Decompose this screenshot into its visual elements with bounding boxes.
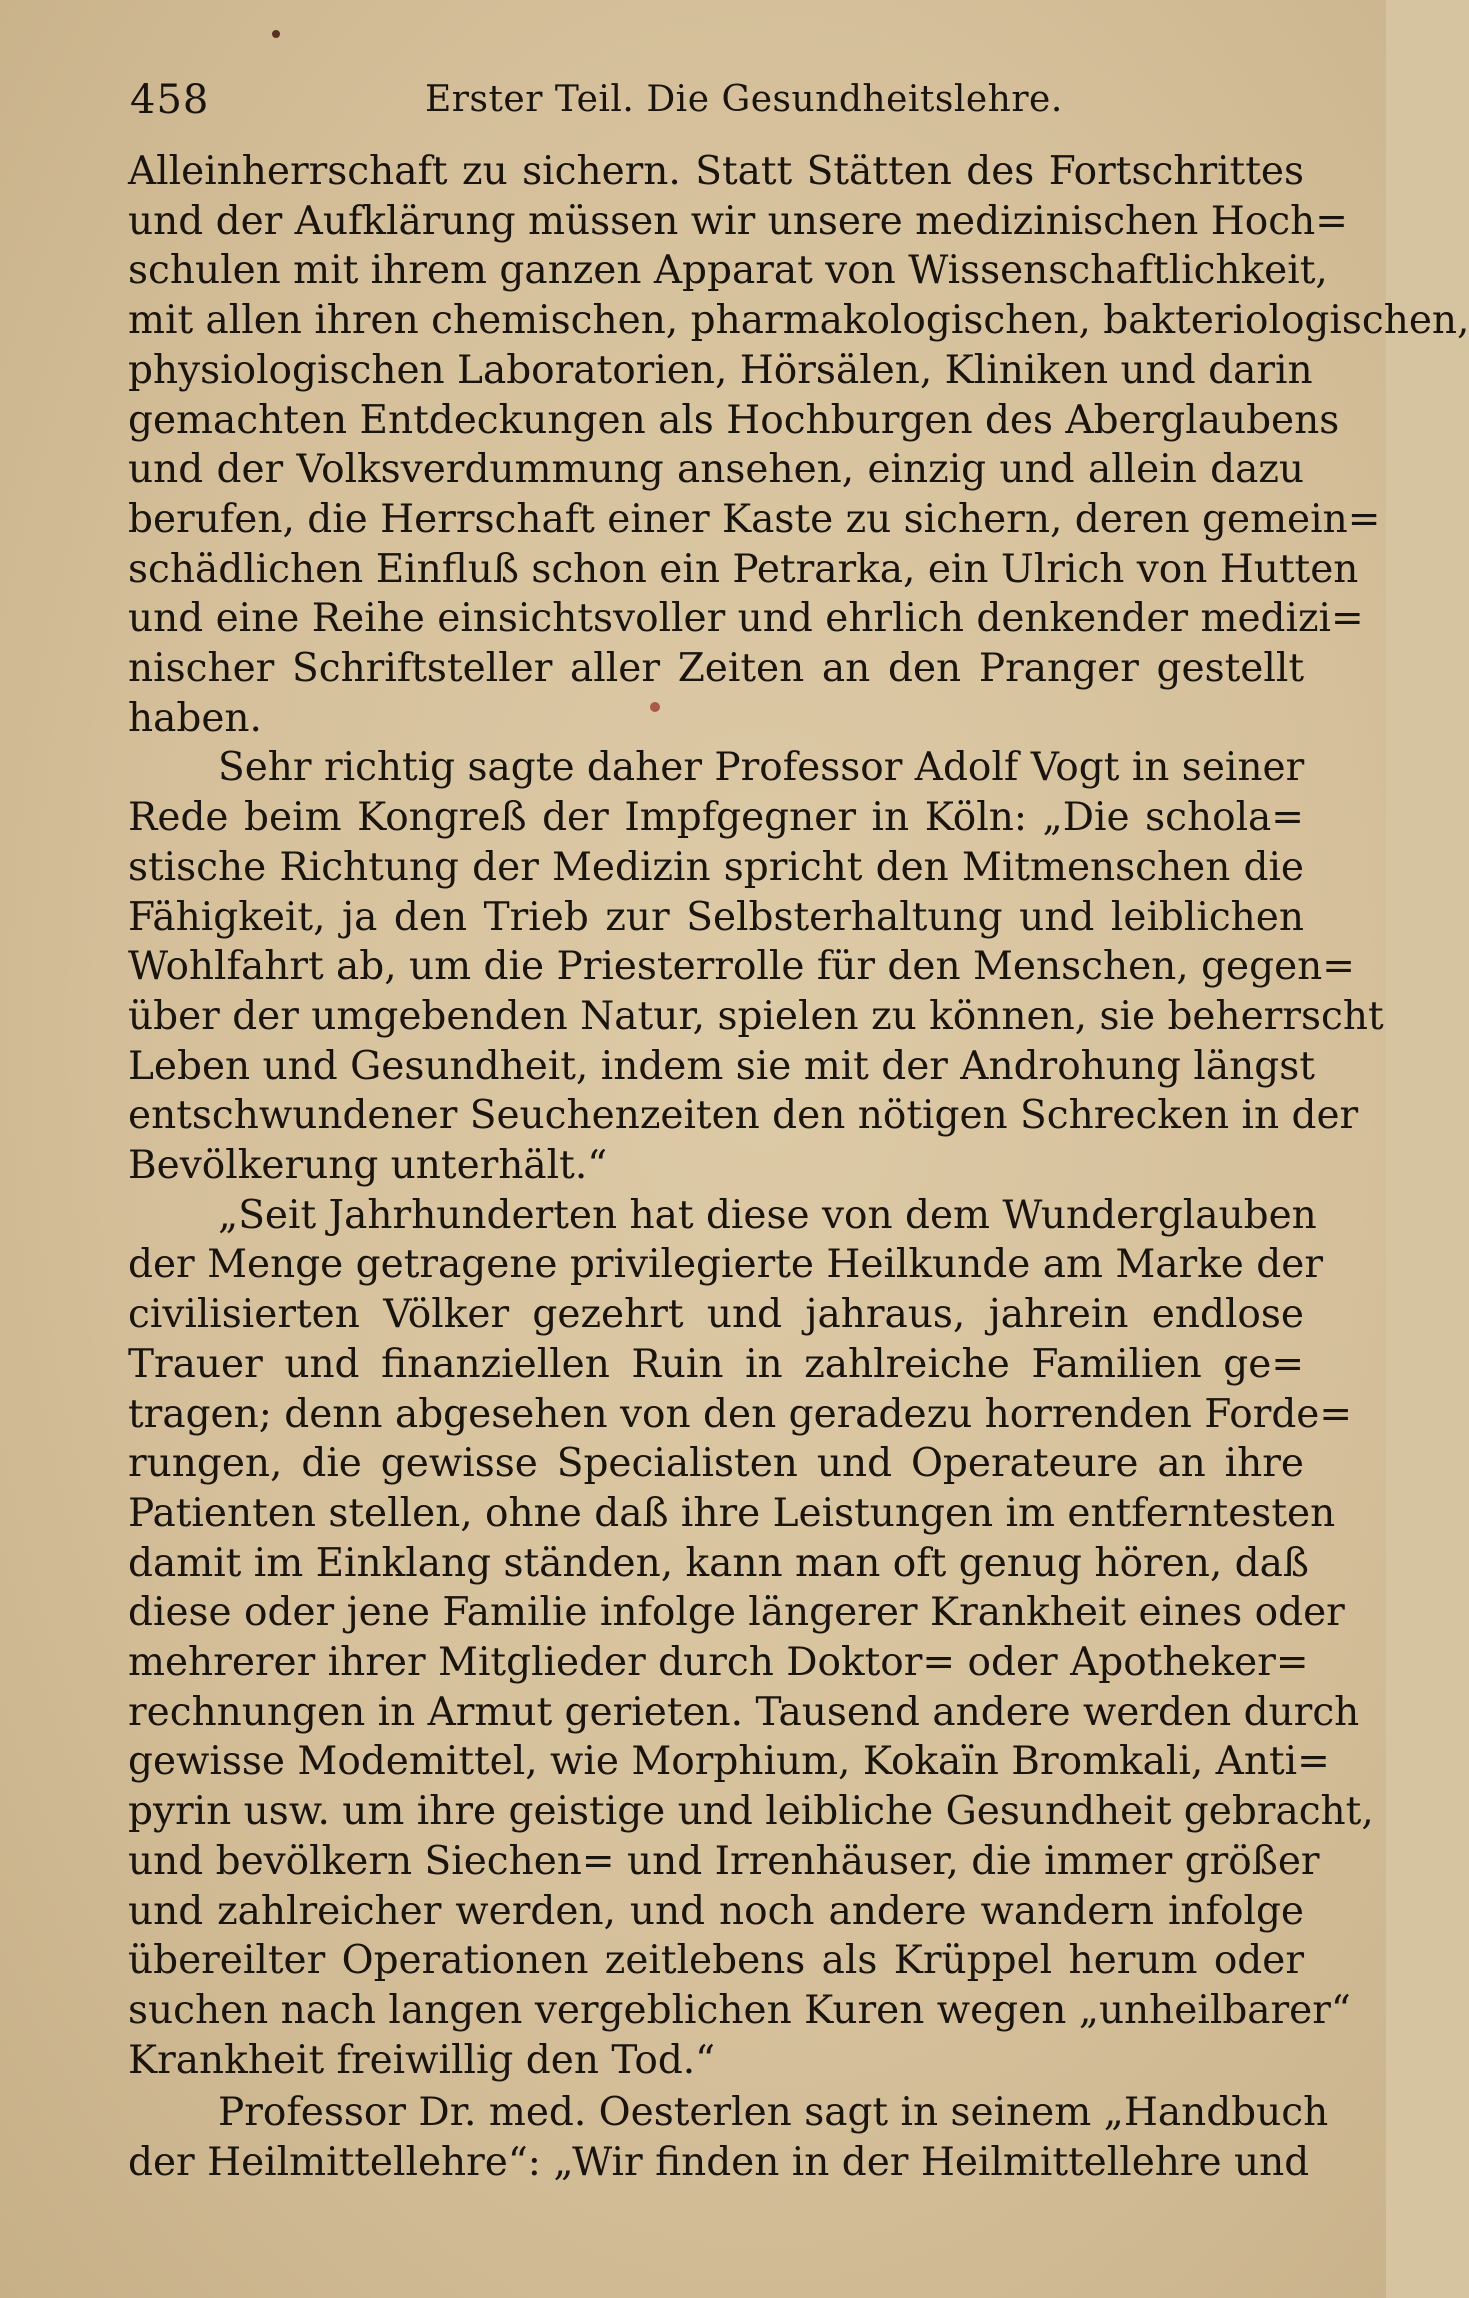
text-line: Sehr richtig sagte daher Professor Adolf Vogt in seiner — [218, 745, 1305, 791]
page-number: 458 — [130, 77, 210, 123]
text-line: tragen; denn abgesehen von den geradezu horrenden Forde= — [128, 1391, 1353, 1437]
text-line: Krankheit freiwillig den Tod.“ — [128, 2037, 716, 2083]
text-line: entschwundener Seuchenzeiten den nötigen Schrecken in der — [128, 1093, 1359, 1139]
running-head: Erster Teil. Die Gesundheitslehre. — [425, 79, 1063, 120]
text-line: der Heilmittellehre“: „Wir finden in der Heilmittellehre und — [128, 2140, 1310, 2185]
text-line: gewisse Modemittel, wie Morphium, Kokaïn Bromkali, Anti= — [128, 1739, 1330, 1785]
text-line: Rede beim Kongreß der Impfgegner in Köln: „Die schola= — [128, 795, 1304, 841]
text-line: haben. — [128, 695, 262, 741]
text-line: pyrin usw. um ihre geistige und leibliche Gesundheit gebracht, — [128, 1789, 1374, 1835]
text-line: schulen mit ihrem ganzen Apparat von Wissenschaftlichkeit, — [128, 248, 1328, 294]
text-line: und der Volksverdummung ansehen, einzig und allein dazu — [128, 447, 1304, 493]
text-line: rungen, die gewisse Specialisten und Operateure an ihre — [128, 1441, 1304, 1487]
text-line: „Seit Jahrhunderten hat diese von dem Wunderglauben — [218, 1192, 1317, 1238]
text-line: physiologischen Laboratorien, Hörsälen, Kliniken und darin — [128, 347, 1313, 393]
text-line: mehrerer ihrer Mitglieder durch Doktor= oder Apotheker= — [128, 1640, 1309, 1685]
text-line: Professor Dr. med. Oesterlen sagt in seinem „Handbuch — [218, 2090, 1329, 2136]
text-line: und bevölkern Siechen= und Irrenhäuser, die immer größer — [128, 1838, 1320, 1884]
text-line: über der umgebenden Natur, spielen zu können, sie beherrscht — [128, 993, 1384, 1039]
text-line: stische Richtung der Medizin spricht den Mitmenschen die — [128, 844, 1304, 890]
text-line: berufen, die Herrschaft einer Kaste zu sichern, deren gemein= — [128, 496, 1381, 542]
text-line: nischer Schriftsteller aller Zeiten an den Pranger gestellt — [128, 646, 1304, 691]
text-line: Trauer und finanziellen Ruin in zahlreiche Familien ge= — [128, 1341, 1304, 1387]
text-line: Bevölkerung unterhält.“ — [128, 1143, 608, 1188]
text-line: damit im Einklang ständen, kann man oft genug hören, daß — [128, 1540, 1309, 1586]
page-header — [110, 70, 1290, 130]
text-line: und der Aufklärung müssen wir unsere medizinischen Hoch= — [128, 198, 1348, 244]
text-line: Wohlfahrt ab, um die Priesterrolle für den Menschen, gegen= — [128, 944, 1355, 990]
text-line: Patienten stellen, ohne daß ihre Leistungen im entferntesten — [128, 1490, 1336, 1536]
text-line: rechnungen in Armut gerieten. Tausend andere werden durch — [128, 1689, 1360, 1735]
text-line: suchen nach langen vergeblichen Kuren wegen „unheilbarer“ — [128, 1987, 1351, 2033]
text-line: und zahlreicher werden, und noch andere wandern infolge — [128, 1888, 1304, 1934]
text-line: civilisierten Völker gezehrt und jahraus, jahrein endlose — [128, 1292, 1304, 1338]
text-line: übereilter Operationen zeitlebens als Krüppel herum oder — [128, 1938, 1304, 1984]
text-line: Fähigkeit, ja den Trieb zur Selbsterhaltung und leiblichen — [128, 894, 1304, 940]
text-line: und eine Reihe einsichtsvoller und ehrlich denkender medizi= — [128, 596, 1364, 642]
text-line: Leben und Gesundheit, indem sie mit der Androhung längst — [128, 1043, 1315, 1089]
ink-dot-mark — [272, 30, 280, 38]
text-line: Alleinherrschaft zu sichern. Statt Stätten des Fortschrittes — [128, 149, 1304, 194]
text-line: mit allen ihren chemischen, pharmakologischen, bakteriologischen, — [128, 298, 1469, 344]
text-line: schädlichen Einfluß schon ein Petrarka, ein Ulrich von Hutten — [128, 546, 1359, 592]
text-line: diese oder jene Familie infolge längerer Krankheit eines oder — [128, 1590, 1345, 1636]
text-line: gemachten Entdeckungen als Hochburgen des Aberglaubens — [128, 397, 1340, 443]
text-line: der Menge getragene privilegierte Heilkunde am Marke der — [128, 1242, 1323, 1288]
